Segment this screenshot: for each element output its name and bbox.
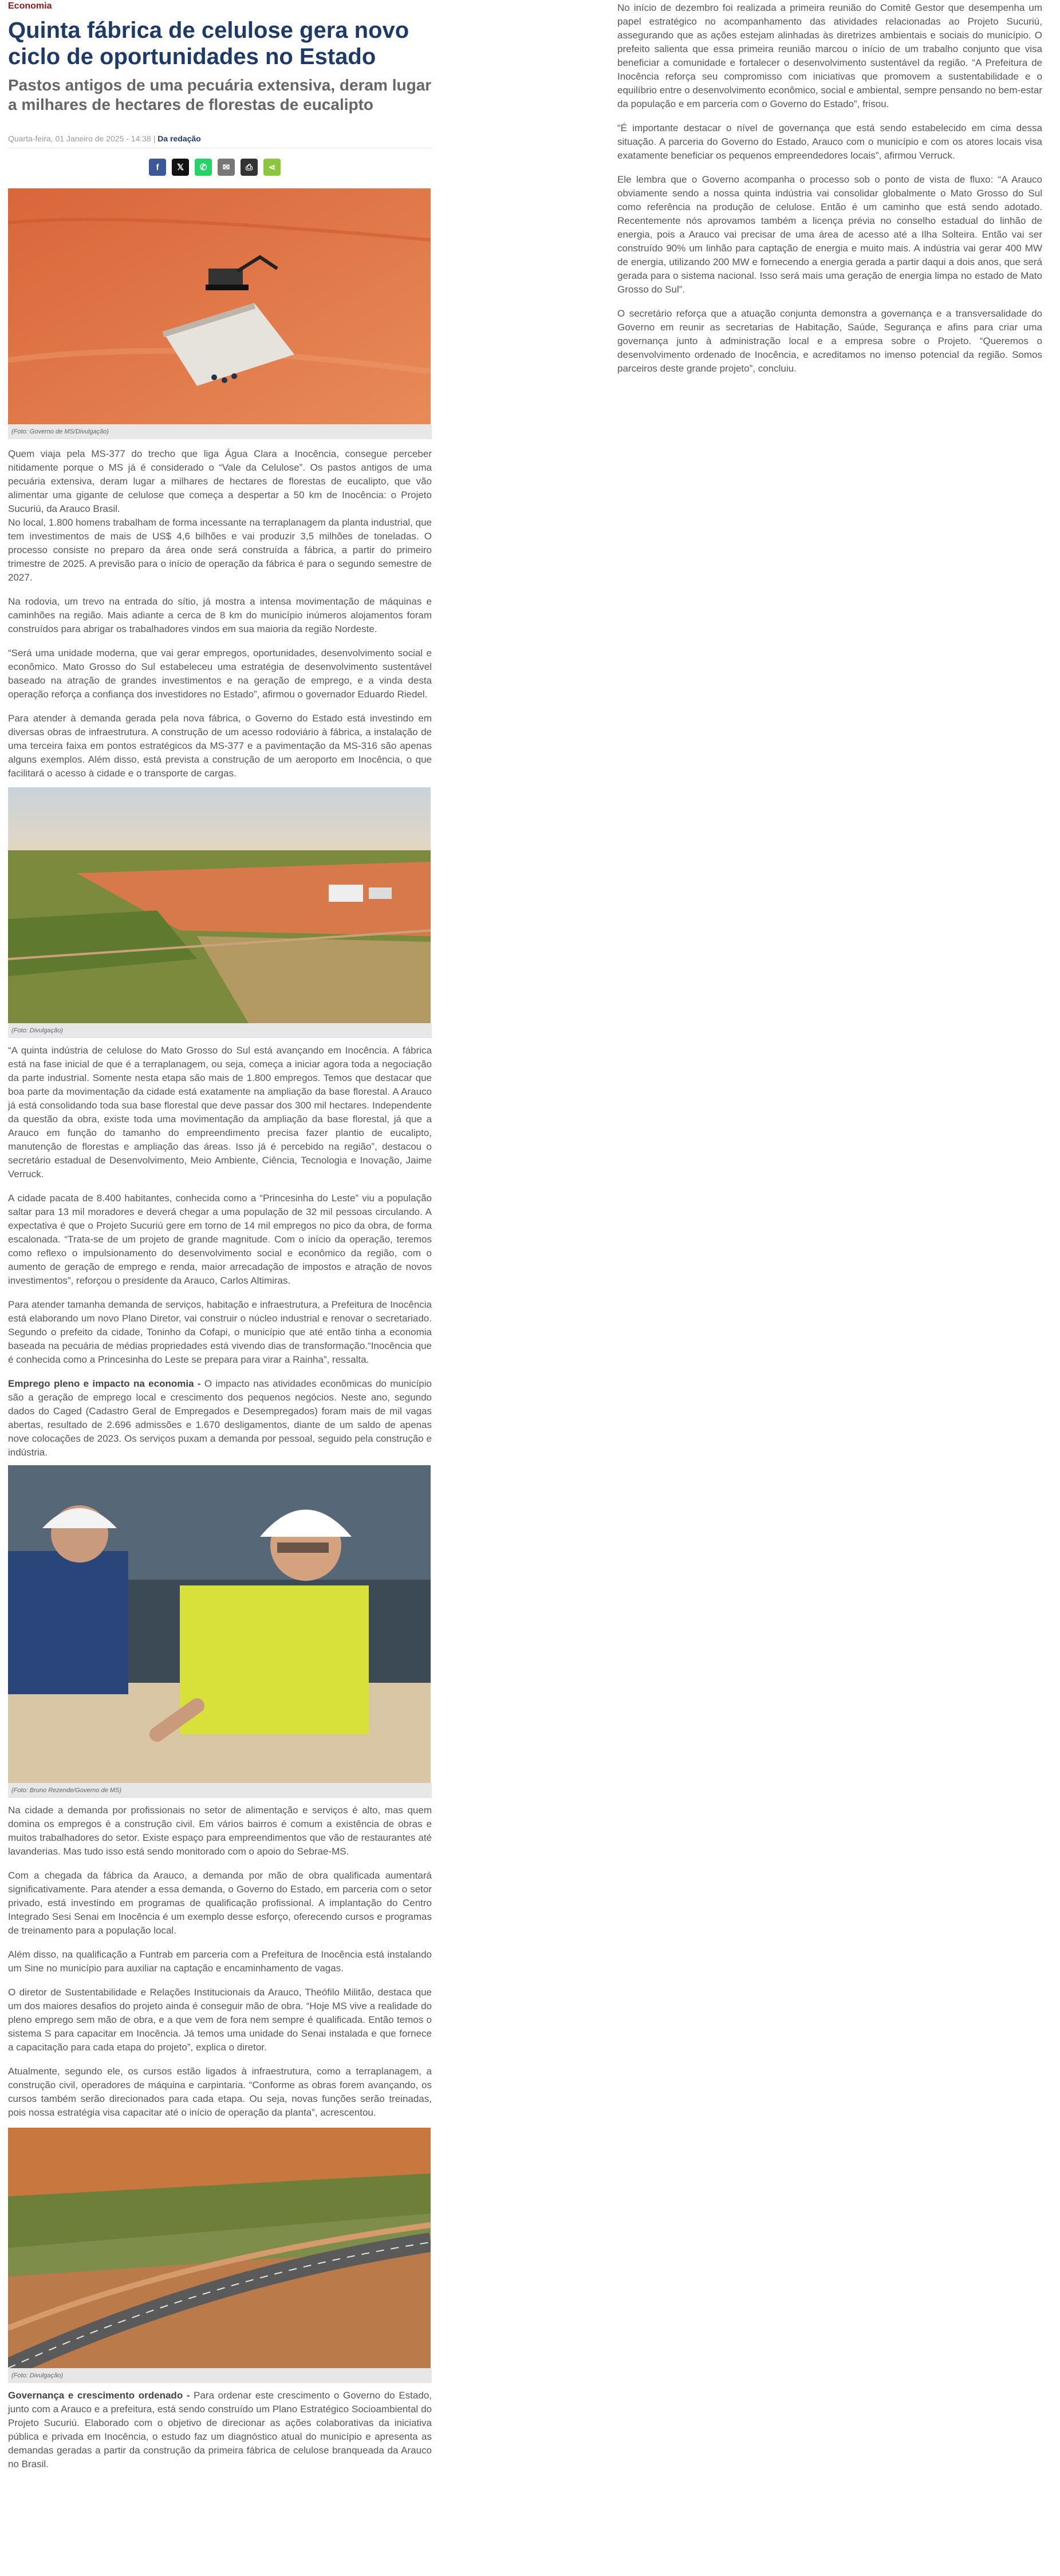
paragraph: O diretor de Sustentabilidade e Relações Institucionais da Arauco, Theófilo Militão, destaca que um dos maiores desafios do projeto ainda é conseguir mão de obra. “Hoje MS vive a realidade do pleno emprego sem mão de obra, e a que vem de fora nem sempre é qualificada. Então temos o sistema S para capacitar em Inocência. Já temos uma unidade do Senai instalada e que fornece a capacitação para cada etapa do projeto”, explica o diretor. [8, 1987, 432, 2053]
paragraph: Além disso, na qualificação a Funtrab em parceria com a Prefeitura de Inocência está instalando um Sine no município para auxiliar na captação e encaminhamento de vagas. [8, 1949, 432, 1974]
email-icon[interactable]: ✉ [218, 159, 235, 176]
paragraph: “É importante destacar o nível de governança que está sendo estabelecido em cima dessa situação. A parceria do Governo do Estado, Arauco com o município e com os atores locais visa exatamente beneficiar os pequenos empreendedores locais”, afirmou Verruck. [617, 123, 1042, 161]
paragraph: No local, 1.800 homens trabalham de forma incessante na terraplanagem da planta industrial, que tem investimentos de mais de US$ 4,6 bilhões e vai produzir 3,5 milhões de toneladas. O processo consiste no preparo da área onde será construída a fábrica, a partir do primeiro trimestre de 2025. A previsão para o início de operação da fábrica é para o segundo semestre de 2027. [8, 517, 432, 583]
figure-2 [8, 787, 432, 1038]
article-continuation-column [617, 0, 1042, 376]
article-meta [8, 134, 432, 143]
paragraph: Na cidade a demanda por profissionais no setor de alimentação e serviços é alto, mas quem domina os empregos é a construção civil. Em vários bairros é comum a existência de obras e muitos trabalhadores do setor. Existe espaço para empreendimentos que vão de restaurantes até lavanderias. Mas tudo isso está sendo monitorado com o apoio do Sebrae-MS. [8, 1805, 432, 1857]
photo-caption: (Foto: Divulgação) [8, 2368, 432, 2383]
photo-officials [8, 1465, 431, 1783]
paragraph: Atualmente, segundo ele, os cursos estão ligados à infraestrutura, como a terraplanagem, a construção civil, operadores de máquina e carpintaria. “Conforme as obras forem avançando, os cursos também serão direcionados para cada etapa. Ou seja, novas funções serão treinadas, pois nossa estratégia visa capacitar até o início de operação da planta”, acrescentou. [8, 2066, 432, 2118]
paragraph-text: O impacto nas atividades econômicas do município são a geração de emprego local e crescimento dos pequenos negócios. Neste ano, segundo dados do Caged (Cadastro Geral de Empregados e Desempregados) foram mais de mil vagas abertas, resultado de 2.696 admissões e 1.670 desligamentos, diante de um saldo de apenas nove colocações de 2023. Os serviços puxam a demanda por pessoal, seguido pela construção e indústria. [8, 1378, 432, 1458]
paragraph: Quem viaja pela MS-377 do trecho que liga Água Clara a Inocência, consegue perceber nitidamente porque o MS já é considerado o “Vale da Celulose”. Os pastos antigos de uma pecuária extensiva, deram lugar a milhares de hectares de florestas de eucalipto, que vão alimentar uma gigante de celulose que começa a despertar a 50 km de Inocência: o Projeto Sucuriú, da Arauco Brasil. [8, 448, 432, 514]
facebook-icon[interactable]: f [149, 159, 166, 176]
photo-caption: (Foto: Governo de MS/Divulgação) [8, 424, 432, 439]
category-label[interactable]: Economia [8, 1, 52, 11]
paragraph: A cidade pacata de 8.400 habitantes, conhecida como a “Princesinha do Leste” viu a população saltar para 13 mil moradores e deverá chegar a uma população de 32 mil pessoas circulando. A expectativa é que o Projeto Sucuriú gere em torno de 14 mil empregos no pico da obra, de forma escalonada. “Trata-se de um projeto de grande magnitude. Com o início da operação, teremos como reflexo o impulsionamento do desenvolvimento social e econômico da região, com o aumento de geração de emprego e renda, maior arrecadação de impostos e atração de novos investimentos”, reforçou o presidente da Arauco, Carlos Altimiras. [8, 1193, 432, 1286]
x-icon[interactable]: 𝕏 [172, 159, 189, 176]
photo-terraplanagem [8, 188, 431, 424]
paragraph: Para atender à demanda gerada pela nova fábrica, o Governo do Estado está investindo em diversas obras de infraestrutura. A construção de um acesso rodoviário à fábrica, a instalação de uma terceira faixa em pontos estratégicos da MS-377 e a pavimentação da MS-316 são apenas alguns exemplos. Além disso, está prevista a construção de um aeroporto em Inocência, o que facilitará o acesso à cidade e o transporte de cargas. [8, 713, 432, 779]
photo-aerial-site [8, 787, 431, 1023]
article-subtitle: Pastos antigos de uma pecuária extensiva, deram lugar a milhares de hectares de florestas de eucalipto [8, 76, 432, 113]
figure-4 [8, 2128, 432, 2383]
publish-date: Quarta-feira, 01 Janeiro de 2025 - 14:38 [8, 134, 151, 143]
article-title: Quinta fábrica de celulose gera novo ciclo de oportunidades no Estado [8, 18, 409, 69]
paragraph: No início de dezembro foi realizada a primeira reunião do Comitê Gestor que desempenha um papel estratégico no acompanhamento das atividades relacionadas ao Projeto Sucuriú, assegurando que as ações estejam alinhadas às diretrizes ambientais e sociais do município. O prefeito salienta que essa primeira reunião marcou o início de um trabalho conjunto que visa beneficiar a comunidade e fortalecer o desenvolvimento sustentável da região. “A Prefeitura de Inocência reforça seu compromisso com iniciativas que promovem a sustentabilidade e o equilíbrio entre o desenvolvimento econômico, social e ambiental, sempre pensando no bem-estar da população e em parceria com o Governo do Estado”, frisou. [617, 2, 1042, 109]
paragraph: Para atender tamanha demanda de serviços, habitação e infraestrutura, a Prefeitura de Inocência está elaborando um novo Plano Diretor, vai construir o núcleo industrial e renovar o secretariado. Segundo o prefeito da cidade, Toninho da Cofapi, o município que até então tinha a economia baseada na pecuária de médias propriedades está vivendo dias de transformação.“Inocência que é conhecida como a Princesinha do Leste se prepara para virar a Rainha”, ressalta. [8, 1299, 432, 1365]
figure-1 [8, 188, 432, 439]
paragraph: “Será uma unidade moderna, que vai gerar empregos, oportunidades, desenvolvimento social e econômico. Mato Grosso do Sul estabeleceu uma estratégia de desenvolvimento sustentável baseado na atração de grandes investimentos e na geração de emprego, e a vinda desta operação reforça a confiança dos investidores no Estado”, afirmou o governador Eduardo Riedel. [8, 648, 432, 700]
paragraph [8, 2389, 432, 2471]
photo-road [8, 2128, 431, 2368]
paragraph: O secretário reforça que a atuação conjunta demonstra a governança e a transversalidade do Governo em reunir as secretarias de Habitação, Saúde, Segurança e afins para criar uma governança junto à administração local e a empresa sobre o Projeto. “Queremos o desenvolvimento ordenado de Inocência, e acreditamos no imenso potencial da região. Somos parceiros deste grande projeto”, concluiu. [617, 308, 1042, 374]
figure-3 [8, 1465, 432, 1798]
print-icon[interactable]: ⎙ [241, 159, 258, 176]
paragraph [8, 1377, 432, 1459]
paragraph: Com a chegada da fábrica da Arauco, a demanda por mão de obra qualificada aumentará significativamente. Para atender a essa demanda, o Governo do Estado, em parceria com o setor privado, está investindo em programas de qualificação profissional. A implantação do Centro Integrado Sesi Senai em Inocência é um exemplo desse esforço, oferecendo cursos e programas de treinamento para a população local. [8, 1870, 432, 1936]
article-main-column [8, 0, 432, 2471]
author-link[interactable]: Da redação [157, 134, 201, 143]
whatsapp-icon[interactable]: ✆ [195, 159, 212, 176]
paragraph: Na rodovia, um trevo na entrada do sítio, já mostra a intensa movimentação de máquinas e caminhões na região. Mais adiante a cerca de 8 km do município inúmeros alojamentos foram construídos para abrigar os trabalhadores vindos em sua maioria da região Nordeste. [8, 596, 432, 634]
section-lead: Emprego pleno e impacto na economia - [8, 1378, 201, 1389]
photo-caption: (Foto: Divulgação) [8, 1023, 432, 1038]
paragraph: “A quinta indústria de celulose do Mato Grosso do Sul está avançando em Inocência. A fábrica está na fase inicial de que é a terraplanagem, ou seja, começa a iniciar agora toda a negociação da parte industrial. Somente nesta etapa são mais de 1.800 empregos. Temos que destacar que boa parte da movimentação da cidade está exatamente na ampliação da base florestal. A Arauco já está consolidando toda sua base florestal que deve passar dos 300 mil hectares. Independente da questão da obra, existe toda uma movimentação da ampliação da base florestal, já que a Arauco em função do tamanho do empreendimento precisa fazer plantio de eucalipto, manutenção de florestas e ampliação das áreas. Isso já é percebido na região”, destacou o secretário estadual de Desenvolvimento, Meio Ambiente, Ciência, Tecnologia e Inovação, Jaime Verruck. [8, 1045, 432, 1179]
share-bar [149, 159, 432, 176]
photo-caption: (Foto: Bruno Rezende/Governo de MS) [8, 1783, 432, 1798]
meta-separator: | [153, 134, 156, 143]
section-lead: Governança e crescimento ordenado - [8, 2390, 190, 2401]
share-icon[interactable]: ⋖ [263, 159, 281, 176]
paragraph: Ele lembra que o Governo acompanha o processo sob o ponto de vista de fluxo: “A Arauco obviamente sendo a nossa quinta indústria vai consolidar globalmente o Mato Grosso do Sul como referência na produção de celulose. Então é um caminho que está sendo adotado. Recentemente nós aprovamos também a licença prévia no conselho estadual do linhão de energia, pois a Arauco vai precisar de uma área de acesso até a Ilha Solteira. Então vai ser construído 90% um linhão para captação de energia e muito mais. A indústria vai gerar 400 MW de energia, utilizando 200 MW e fornecendo a energia gerada a partir daqui a dois anos, que será gerada para o sistema nacional. Isso será mais uma geração de energia limpa no estado de Mato Grosso do Sul”. [617, 174, 1042, 295]
paragraph-text: Para ordenar este crescimento o Governo do Estado, junto com a Arauco e a prefeitura, está sendo construído um Plano Estratégico Socioambiental do Projeto Sucuriú. Elaborado com o objetivo de direcionar as ações colaborativas da iniciativa pública e privada em Inocência, o estudo faz um diagnóstico atual do município e apresenta as demandas geradas a partir da construção da primeira fábrica de celulose branqueada da Arauco no Brasil. [8, 2390, 432, 2470]
